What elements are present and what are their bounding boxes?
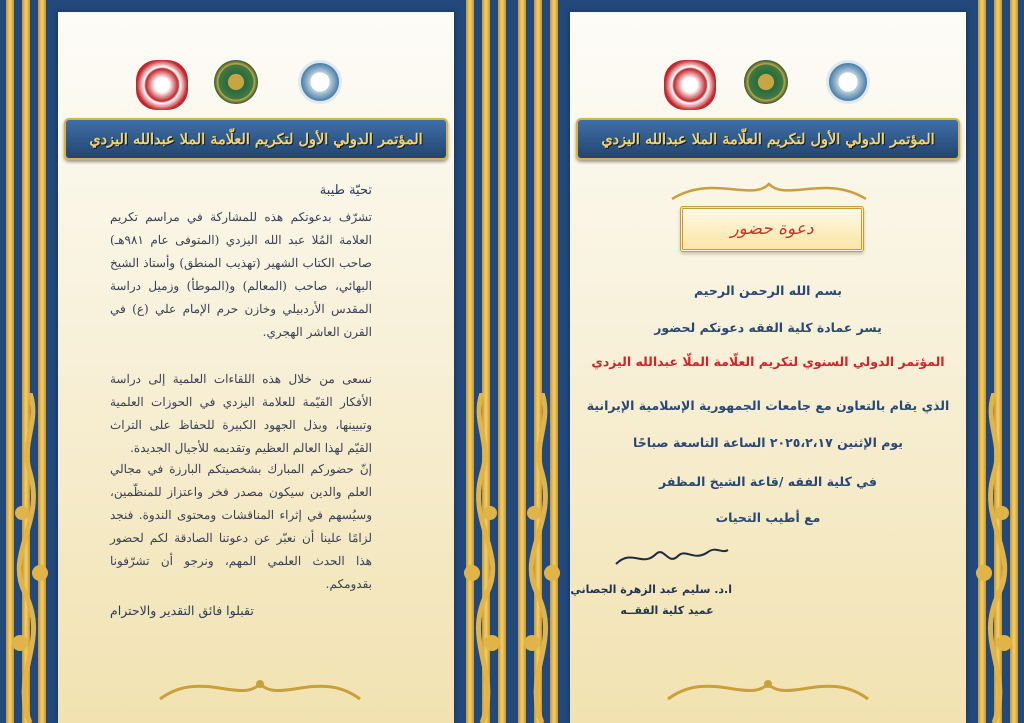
bottom-flourish-icon <box>658 669 878 709</box>
faculty-logo-icon <box>298 60 342 104</box>
invitation-line-5: في كلية الفقه /قاعة الشيخ المظفر <box>659 474 877 489</box>
conference-title-banner <box>64 118 448 160</box>
basmala: بسم الله الرحمن الرحيم <box>694 283 842 298</box>
seal-logo-icon <box>744 60 788 104</box>
bottom-flourish-icon <box>150 669 370 709</box>
invitation-label: دعوة حضور <box>730 219 814 239</box>
paragraph-1: تشرّف بدعوتكم هذه للمشاركة في مراسم تكريم العلامة المُلا عبد الله اليزدي (المتوفى عام ٩٨١هـ) صاحب الكتاب الشهير (تهذيب المنطق) وأستاذ الشيخ البهائي، صاحب (المعالم) و(الموطأ) وزميل دراسة المقدس الأردبيلي وخازن حرم الإمام علي (ع) في القرن العاشر الهجري. <box>110 210 372 339</box>
invitation-line-1: يسر عمادة كلية الفقه دعوتكم لحضور <box>654 320 882 335</box>
invitation-line-4: يوم الإثنين ٢٠٢٥،٢،١٧ الساعة التاسعة صباحًا <box>633 435 903 450</box>
seal-logo-icon <box>214 60 258 104</box>
conference-title-banner <box>576 118 960 160</box>
floral-ornament-icon <box>0 393 60 723</box>
conference-title: المؤتمر الدولي الأول لتكريم العلّامة الملا عبدالله اليزدي <box>89 130 423 148</box>
calligraphy-logo-icon <box>136 60 188 110</box>
floral-ornament-icon <box>452 393 512 723</box>
faculty-logo-icon <box>826 60 870 104</box>
paragraph-2: نسعى من خلال هذه اللقاءات العلمية إلى دراسة الأفكار القيّمة للعلامة اليزدي في الحوزات العلمية وتبيينها، وبذل الجهود الكبيرة للحفاظ على التراث القيّم لهذا العالم العظيم وتقديمه للأجيال الجديدة. <box>110 372 372 455</box>
closing-line: تقبلوا فائق التقدير والاحترام <box>110 603 254 618</box>
logo-row <box>0 54 512 112</box>
paragraph-3: إنّ حضوركم المبارك بشخصيتكم البارزة في مجالي العلم والدين سيكون مصدر فخر واعتزاز للمنظّمين، وسيُسهم في إثراء المناقشات ومحتوى الندوة. فنجد لزامًا علينا أن نعبّر عن دعوتنا الصادقة لكم لحضور هذا الحدث العلمي المهم، ونرجو أن تشرّفونا بقدومكم. <box>110 462 372 591</box>
invitation-line-3: الذي يقام بالتعاون مع جامعات الجمهورية الإسلامية الإيرانية <box>586 398 950 413</box>
invitation-line-6: مع أطيب التحيات <box>715 510 821 525</box>
conference-title: المؤتمر الدولي الأول لتكريم العلّامة الملا عبدالله اليزدي <box>601 130 935 148</box>
signer-title: عميد كلية الفقــه <box>620 604 714 617</box>
signature-icon <box>612 540 732 572</box>
signer-name: ا.د. سليم عبد الزهرة الجصاني <box>570 583 732 596</box>
top-flourish-icon <box>662 174 876 204</box>
invitation-label-box <box>680 206 864 252</box>
invitation-line-2: المؤتمر الدولي السنوي لتكريم العلّامة الملّا عبدالله اليزدي <box>591 354 945 369</box>
calligraphy-logo-icon <box>664 60 716 110</box>
logo-row <box>512 54 1024 112</box>
greeting: تحيّة طيبة <box>319 183 372 198</box>
right-invitation-page <box>512 0 1024 723</box>
